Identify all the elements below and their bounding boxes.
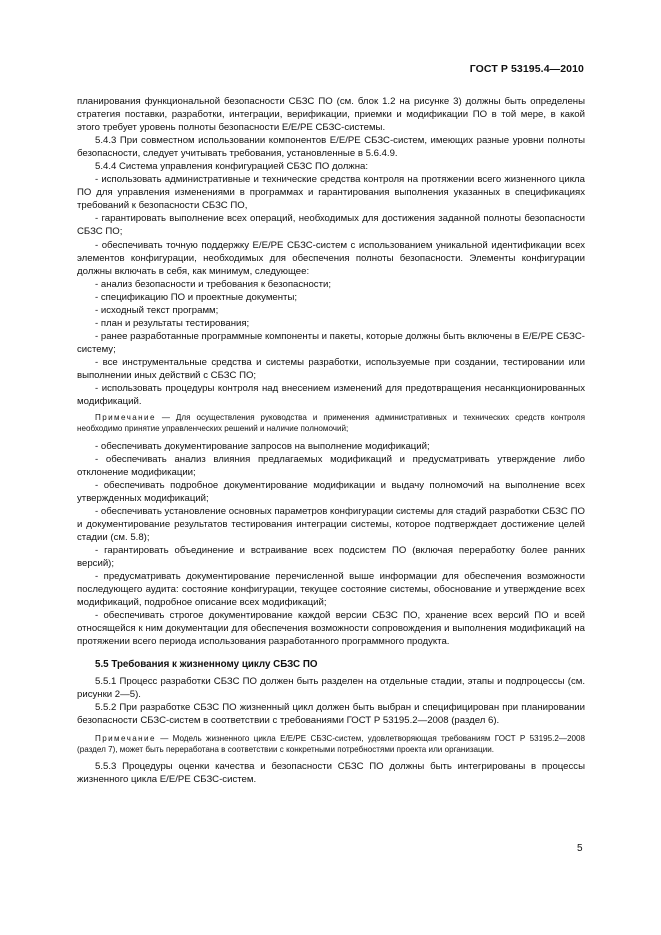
- page-number: 5: [577, 843, 583, 854]
- paragraph: 5.5.1 Процесс разработки СБЗС ПО должен быть разделен на отдельные стадии, этапы и подпроцессы (см. рисунки 2—5).: [77, 676, 585, 701]
- note-lead: Примечание: [95, 413, 156, 423]
- paragraph: 5.5.3 Процедуры оценки качества и безопасности СБЗС ПО должны быть интегрированы в процессы жизненного цикла E/E/PE СБЗС-систем.: [77, 760, 585, 785]
- list-item: - гарантировать выполнение всех операций, необходимых для достижения заданной полноты безопасности СБЗС ПО;: [77, 213, 585, 238]
- list-item: - использовать процедуры контроля над внесением изменений для предотвращения несанкционированных модификаций.: [77, 383, 585, 408]
- list-item: - обеспечивать установление основных параметров конфигурации системы для стадий разработки СБЗС ПО и документирование результатов тестирования интеграции системы, которое подтверждает достижение целей стадии (см. 5.8);: [77, 505, 585, 543]
- list-item: - гарантировать объединение и встраивание всех подсистем ПО (включая переработку более ранних версий);: [77, 544, 585, 569]
- list-item: - предусматривать документирование перечисленной выше информации для обеспечения возможности последующего аудита: состояние конфигурации, текущее состояние системы, обоснование и утверждение всех модификаций, подробное описание всех модификаций;: [77, 571, 585, 609]
- note-lead: Примечание: [95, 733, 156, 743]
- list-item: - обеспечивать анализ влияния предлагаемых модификаций и предусматривать утверждение либо отклонение модификации;: [77, 453, 585, 478]
- note-block: [77, 412, 585, 434]
- list-item: - использовать административные и технические средства контроля на протяжении всего жизненного цикла ПО для управления изменениями в программах и гарантирования выполнения указанных в спецификациях требований к безопасности СБЗС ПО,: [77, 174, 585, 212]
- paragraph: 5.4.4 Система управления конфигурацией СБЗС ПО должна:: [95, 161, 369, 173]
- paragraph: 5.5.2 При разработке СБЗС ПО жизненный цикл должен быть выбран и специфицирован при планировании безопасности СБЗС-систем в соответствии с требованиями ГОСТ Р 53195.2—2008 (раздел 6).: [77, 702, 585, 727]
- document-body: [77, 95, 585, 786]
- note-text: — Модель жизненного цикла E/E/PE СБЗС-систем, удовлетворяющая требованиям ГОСТ Р 53195.2—2008 (раздел 7), может быть переработана в соответствии с конкретными потребностями проекта или организации.: [77, 733, 585, 754]
- list-item: - обеспечивать документирование запросов на выполнение модификаций;: [95, 440, 430, 452]
- section-heading: 5.5 Требования к жизненному циклу СБЗС ПО: [95, 659, 318, 671]
- note-text: — Для осуществления руководства и применения административных и технических средств контроля необходимо принятие управленческих решений и наличие полномочий;: [77, 413, 585, 434]
- list-item: - обеспечивать подробное документирование модификации и выдачу полномочий на выполнение всех утвержденных модификаций;: [77, 479, 585, 504]
- list-item: - все инструментальные средства и системы разработки, используемые при создании, тестировании или выполнении иных действий с СБЗС ПО;: [77, 356, 585, 381]
- page-header-doc-code: ГОСТ Р 53195.4—2010: [469, 63, 584, 75]
- paragraph: планирования функциональной безопасности СБЗС ПО (см. блок 1.2 на рисунке 3) должны быть определены стратегия поставки, разработки, интеграции, верификации, приемки и модификации ПО в той мере, в какой этого требует уровень полноты безопасности E/E/PE СБЗС-системы.: [77, 96, 585, 134]
- list-item: - план и результаты тестирования;: [95, 317, 250, 329]
- list-item: - обеспечивать точную поддержку E/E/PE СБЗС-систем с использованием уникальной идентификации всех элементов конфигурации, необходимых для обеспечения полноты безопасности. Элементы конфигурации должны включать в себя, как минимум, следующее:: [77, 239, 585, 277]
- list-item: - обеспечивать строгое документирование каждой версии СБЗС ПО, хранение всех версий ПО и всей относящейся к ним документации для обеспечения возможности сопровождения и выполнения модификаций на протяжении всего периода использования разработанного программного продукта.: [77, 610, 585, 648]
- list-item: - спецификацию ПО и проектные документы;: [95, 291, 298, 303]
- list-item: - анализ безопасности и требования к безопасности;: [95, 278, 331, 290]
- list-item: - ранее разработанные программные компоненты и пакеты, которые должны быть включены в E/E/PE СБЗС-систему;: [77, 330, 585, 355]
- note-block: [77, 733, 585, 755]
- list-item: - исходный текст программ;: [95, 304, 219, 316]
- paragraph: 5.4.3 При совместном использовании компонентов E/E/PE СБЗС-систем, имеющих разные уровни полноты безопасности, следует учитывать требования, установленные в 5.6.4.9.: [77, 135, 585, 160]
